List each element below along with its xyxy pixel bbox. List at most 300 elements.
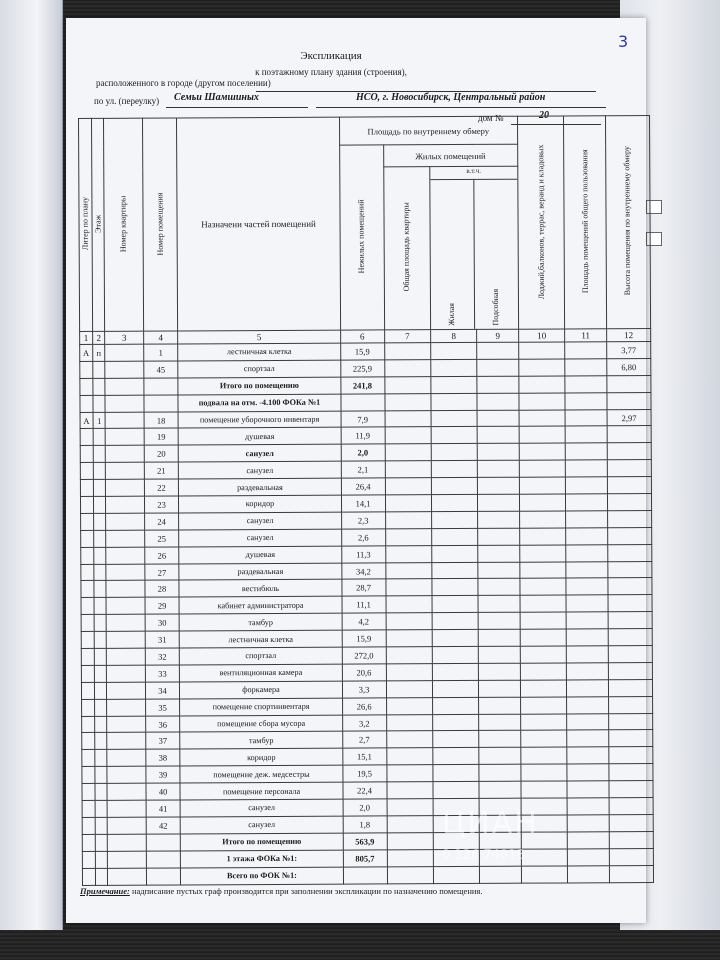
cell-living — [432, 680, 478, 697]
cell-room: 19 — [144, 428, 179, 445]
cell-living — [432, 562, 478, 579]
cell-total-apartment — [385, 410, 431, 427]
cell-letter — [80, 429, 93, 446]
cell-letter: А — [80, 344, 93, 361]
cell-auxiliary — [479, 714, 521, 731]
cell-room: 25 — [144, 530, 179, 547]
cell-auxiliary — [478, 579, 520, 596]
cell-room: 41 — [146, 800, 181, 817]
cell-total-apartment — [385, 427, 431, 444]
cell-area: 11,3 — [341, 546, 385, 563]
column-number: 5 — [178, 330, 340, 344]
cell-letter — [82, 834, 95, 851]
column-number: 2 — [92, 331, 105, 344]
cell-common — [567, 798, 609, 815]
cell-common — [566, 578, 608, 595]
cell-common — [565, 342, 607, 359]
column-number: 4 — [143, 331, 178, 344]
cell-living — [433, 714, 479, 731]
cell-height: 2,97 — [607, 409, 651, 426]
column-number: 10 — [519, 329, 565, 342]
column-number: 8 — [430, 329, 476, 342]
cell-room: 38 — [145, 749, 180, 766]
cell-common — [566, 561, 608, 578]
footnote-text: надписание пустых граф производится при заполнении экспликации по назначению помещения. — [131, 886, 483, 896]
cell-name: помещение деж. медсестры — [180, 765, 342, 783]
cell-room: 35 — [145, 699, 180, 716]
cell-area: 241,8 — [340, 377, 384, 394]
header-living: Жилая — [430, 180, 475, 329]
cell-common — [566, 494, 608, 511]
handwritten-page-number: 3 — [618, 32, 629, 51]
cell-floor — [95, 834, 108, 851]
cell-name: спортзал — [178, 360, 340, 378]
cell-name: душевая — [179, 546, 341, 564]
cell-letter — [82, 750, 95, 767]
cell-auxiliary — [477, 359, 519, 376]
cell-room: 22 — [144, 479, 179, 496]
cell-living — [433, 782, 479, 799]
cell-auxiliary — [478, 596, 520, 613]
cell-floor — [93, 479, 106, 496]
cell-floor — [93, 513, 106, 530]
cell-room: 34 — [145, 682, 180, 699]
header-apartment: Номер квартиры — [104, 118, 143, 331]
cell-height — [607, 460, 651, 477]
cell-living — [431, 342, 477, 359]
document-subtitle: к поэтажному плану здания (строения), — [255, 67, 407, 77]
cell-letter: А — [80, 412, 93, 429]
cell-auxiliary — [477, 444, 519, 461]
header-common: Площадь помещений общего пользования — [564, 116, 607, 329]
cell-balconies — [520, 697, 566, 714]
document-title: Экспликация — [300, 50, 362, 62]
cell-floor — [95, 784, 108, 801]
cell-total-apartment — [387, 799, 433, 816]
cell-auxiliary — [478, 562, 520, 579]
cell-room — [144, 395, 179, 412]
cell-floor — [95, 868, 108, 885]
cell-area: 563,9 — [343, 833, 387, 850]
cell-balconies — [520, 562, 566, 579]
cell-area: 15,9 — [342, 630, 386, 647]
cell-letter — [82, 767, 95, 784]
cell-total-apartment — [384, 360, 430, 377]
cell-common — [565, 409, 607, 426]
cell-apartment — [106, 429, 144, 446]
cell-auxiliary — [479, 680, 521, 697]
cell-area: 2,0 — [343, 799, 387, 816]
table-row — [82, 865, 653, 885]
cell-name: санузел — [179, 461, 341, 479]
cell-room: 28 — [145, 580, 180, 597]
cell-room: 40 — [146, 783, 181, 800]
cell-common — [565, 443, 607, 460]
cell-height — [608, 595, 652, 612]
cell-name: вестибюль — [179, 580, 341, 598]
cell-auxiliary — [478, 629, 520, 646]
cell-floor — [93, 361, 106, 378]
cell-apartment — [107, 766, 145, 783]
cell-auxiliary — [479, 731, 521, 748]
cell-room: 36 — [145, 716, 180, 733]
cell-apartment — [107, 699, 145, 716]
cell-name: Всего по ФОК №1: — [181, 867, 343, 885]
cell-total-apartment — [385, 562, 431, 579]
cell-living — [432, 545, 478, 562]
cell-height — [607, 494, 651, 511]
cell-letter — [82, 699, 95, 716]
cell-room: 31 — [145, 631, 180, 648]
cell-total-apartment — [386, 731, 432, 748]
cell-name: спортзал — [180, 647, 342, 665]
header-area-group: Площадь по внутреннему обмеру — [339, 116, 517, 145]
cell-auxiliary — [479, 781, 521, 798]
cell-floor — [94, 682, 107, 699]
cell-height — [608, 629, 652, 646]
cell-height — [609, 848, 653, 865]
cell-area: 20,6 — [342, 664, 386, 681]
cell-apartment — [106, 479, 144, 496]
cell-living — [431, 427, 477, 444]
cell-balconies — [520, 545, 566, 562]
cell-name: санузел — [181, 816, 343, 834]
cell-total-apartment — [385, 545, 431, 562]
cell-living — [432, 646, 478, 663]
cell-apartment — [107, 682, 145, 699]
header-incl-cell — [430, 166, 519, 329]
cell-area: 3,2 — [342, 714, 386, 731]
cell-height — [608, 679, 652, 696]
cell-balconies — [521, 781, 567, 798]
cell-balconies — [521, 764, 567, 781]
cell-height — [609, 747, 653, 764]
cell-apartment — [106, 496, 144, 513]
cell-room: 45 — [143, 361, 178, 378]
cell-area: 4,2 — [342, 613, 386, 630]
header-incl: в.т.ч. — [430, 167, 517, 180]
cell-letter — [81, 530, 94, 547]
cell-apartment — [106, 462, 144, 479]
cell-common — [565, 392, 607, 409]
cell-apartment — [107, 716, 145, 733]
cell-letter — [80, 480, 93, 497]
cell-room: 24 — [144, 513, 179, 530]
cell-name: санузел — [179, 529, 341, 547]
cell-letter — [81, 513, 94, 530]
cell-name: помещение сбора мусора — [180, 715, 342, 733]
footnote-label: Примечание: — [80, 886, 130, 896]
header-residential-group: Жилых помещений — [383, 144, 517, 167]
cell-balconies — [519, 393, 565, 410]
cell-area: 3,3 — [342, 681, 386, 698]
binder-cover — [0, 0, 63, 930]
cell-name: тамбур — [180, 732, 342, 750]
cell-total-apartment — [387, 832, 433, 849]
cell-apartment — [105, 395, 143, 412]
house-value: 20 — [539, 110, 549, 121]
cell-area: 1,8 — [343, 816, 387, 833]
cell-room: 29 — [145, 597, 180, 614]
cell-name: лестничная клетка — [180, 630, 342, 648]
cell-area — [341, 394, 385, 411]
header-letter: Литер по плану — [79, 118, 93, 331]
cell-name: санузел — [179, 444, 341, 462]
cell-common — [565, 376, 607, 393]
cell-common — [566, 646, 608, 663]
cell-living — [432, 579, 478, 596]
cell-height — [608, 544, 652, 561]
cell-area: 19,5 — [342, 765, 386, 782]
cell-apartment — [106, 581, 144, 598]
cell-room: 30 — [145, 614, 180, 631]
cell-total-apartment — [385, 579, 431, 596]
cell-apartment — [108, 851, 146, 868]
cell-apartment — [106, 513, 144, 530]
column-number: 12 — [607, 329, 651, 342]
cell-apartment — [108, 817, 146, 834]
column-number: 9 — [477, 329, 519, 342]
cell-balconies — [520, 629, 566, 646]
cell-letter — [82, 716, 95, 733]
cell-height: 3,77 — [607, 342, 651, 359]
cell-height — [608, 696, 652, 713]
cell-living — [432, 613, 478, 630]
cell-common — [566, 544, 608, 561]
cell-apartment — [106, 547, 144, 564]
header-floor: Этаж — [91, 118, 105, 331]
cell-letter — [81, 581, 94, 598]
cell-area: 7,9 — [341, 410, 385, 427]
cell-area: 26,4 — [341, 478, 385, 495]
cell-balconies — [519, 426, 565, 443]
street-label: по ул. (переулку) — [94, 96, 160, 106]
cell-auxiliary — [477, 460, 519, 477]
cell-room: 27 — [145, 564, 180, 581]
cell-name: помещение персонала — [180, 782, 342, 800]
fill-line — [166, 107, 308, 108]
cell-letter — [82, 817, 95, 834]
cell-balconies — [520, 595, 566, 612]
cell-balconies — [521, 849, 567, 866]
cell-living — [433, 731, 479, 748]
cell-letter — [80, 395, 93, 412]
cell-common — [567, 730, 609, 747]
cell-room: 23 — [144, 496, 179, 513]
cell-letter — [80, 496, 93, 513]
explication-table — [78, 115, 654, 885]
cell-height — [608, 612, 652, 629]
cell-balconies — [519, 494, 565, 511]
cell-apartment — [105, 344, 143, 361]
cell-living — [431, 393, 477, 410]
cell-living — [431, 511, 477, 528]
cell-area: 11,9 — [341, 427, 385, 444]
cell-name: санузел — [180, 799, 342, 817]
cell-letter — [80, 378, 93, 395]
cell-floor — [93, 496, 106, 513]
cell-area: 28,7 — [341, 579, 385, 596]
cell-apartment — [106, 530, 144, 547]
cell-common — [565, 426, 607, 443]
cell-auxiliary — [477, 376, 519, 393]
cell-area: 11,1 — [342, 596, 386, 613]
cell-height — [607, 375, 651, 392]
cell-floor — [93, 446, 106, 463]
cell-living — [432, 697, 478, 714]
cell-height — [608, 662, 652, 679]
cell-letter — [81, 665, 94, 682]
cell-auxiliary — [479, 697, 521, 714]
cell-balconies — [519, 511, 565, 528]
cell-balconies — [519, 342, 565, 359]
cell-area: 34,2 — [341, 562, 385, 579]
cell-name: душевая — [179, 428, 341, 446]
cell-name: Итого по помещению — [181, 833, 343, 851]
cell-total-apartment — [386, 697, 432, 714]
cell-auxiliary — [477, 393, 519, 410]
cell-floor: п — [92, 344, 105, 361]
cell-height: 6,80 — [607, 358, 651, 375]
header-total-apartment: Общая площадь квартиры — [383, 167, 430, 330]
cell-common — [566, 629, 608, 646]
cell-floor — [94, 564, 107, 581]
cell-common — [567, 764, 609, 781]
cell-area: 2,0 — [341, 444, 385, 461]
cell-floor — [94, 699, 107, 716]
cell-name: вентиляционная камера — [180, 664, 342, 682]
cell-living — [431, 461, 477, 478]
cell-auxiliary — [480, 866, 522, 883]
cell-total-apartment — [387, 866, 433, 883]
cell-total-apartment — [385, 495, 431, 512]
header-auxiliary: Подсобная — [491, 289, 501, 326]
city-value: НСО, г. Новосибирск, Центральный район — [356, 92, 546, 103]
fill-line — [316, 107, 606, 108]
cell-room: 32 — [145, 648, 180, 665]
cell-letter — [81, 682, 94, 699]
cell-total-apartment — [386, 680, 432, 697]
cell-height — [608, 646, 652, 663]
cell-total-apartment — [386, 630, 432, 647]
cell-area: 22,4 — [343, 782, 387, 799]
cell-area: 15,9 — [340, 343, 384, 360]
cell-floor — [94, 716, 107, 733]
cell-floor — [94, 581, 107, 598]
cell-floor — [93, 395, 106, 412]
cell-room — [146, 851, 181, 868]
cell-floor — [95, 750, 108, 767]
cell-apartment — [108, 834, 146, 851]
house-label: дом № — [478, 113, 504, 123]
cell-apartment — [107, 750, 145, 767]
watermark-id: 0 126 74018 — [442, 848, 525, 863]
cell-area: 2,1 — [341, 461, 385, 478]
cell-height — [609, 730, 653, 747]
cell-balconies — [520, 646, 566, 663]
cell-apartment — [105, 361, 143, 378]
cell-apartment — [108, 868, 146, 885]
cell-apartment — [107, 733, 145, 750]
cell-common — [568, 848, 610, 865]
column-number: 7 — [384, 330, 430, 343]
cell-living — [431, 444, 477, 461]
cell-common — [567, 680, 609, 697]
cell-floor — [94, 733, 107, 750]
cell-height — [607, 477, 651, 494]
cell-height — [609, 814, 653, 831]
cell-common — [567, 832, 609, 849]
cell-floor: 1 — [93, 412, 106, 429]
cell-balconies — [519, 443, 565, 460]
cell-auxiliary — [477, 410, 519, 427]
cell-floor — [94, 615, 107, 632]
cell-balconies — [521, 730, 567, 747]
header-height: Высота помещения по внутреннему обмеру — [605, 116, 650, 329]
cell-auxiliary — [477, 342, 519, 359]
cell-height — [608, 561, 652, 578]
cell-letter — [81, 547, 94, 564]
cell-common — [567, 713, 609, 730]
cell-floor — [94, 648, 107, 665]
header-purpose: Назначени частей помещений — [177, 117, 340, 331]
location-line: расположенного в городе (другом поселении) — [96, 78, 271, 88]
cell-living — [431, 359, 477, 376]
cell-total-apartment — [386, 647, 432, 664]
cell-balconies — [520, 528, 566, 545]
cell-common — [568, 865, 610, 882]
cell-common — [567, 663, 609, 680]
cell-letter — [81, 615, 94, 632]
cell-total-apartment — [385, 461, 431, 478]
cell-name: кабинет администратора — [179, 596, 341, 614]
cell-total-apartment — [386, 664, 432, 681]
cell-floor — [95, 767, 108, 784]
cell-apartment — [106, 446, 144, 463]
header-balconies: Лоджий,балконов, террас, веранд и кладовых — [517, 116, 564, 329]
cell-living — [433, 748, 479, 765]
cell-letter — [82, 868, 95, 885]
cell-common — [567, 781, 609, 798]
cell-letter — [80, 463, 93, 480]
cell-apartment — [106, 564, 144, 581]
cell-auxiliary — [478, 646, 520, 663]
cell-balconies — [520, 578, 566, 595]
cell-room: 18 — [144, 412, 179, 429]
cell-height — [607, 443, 651, 460]
cell-room: 42 — [146, 817, 181, 834]
cell-height — [609, 781, 653, 798]
cell-name: Итого по помещению — [178, 377, 340, 395]
cell-total-apartment — [385, 528, 431, 545]
footnote — [80, 886, 482, 896]
cell-balconies — [519, 376, 565, 393]
cell-balconies — [520, 680, 566, 697]
column-number: 6 — [340, 330, 384, 343]
cell-living — [431, 478, 477, 495]
cell-apartment — [108, 800, 146, 817]
cell-letter — [81, 648, 94, 665]
cell-room: 21 — [144, 462, 179, 479]
cell-height — [609, 865, 653, 882]
cell-balconies — [519, 359, 565, 376]
cell-living — [432, 528, 478, 545]
cell-total-apartment — [384, 343, 430, 360]
cell-total-apartment — [385, 512, 431, 529]
cell-height — [609, 831, 653, 848]
cell-height — [607, 392, 651, 409]
cell-apartment — [107, 665, 145, 682]
